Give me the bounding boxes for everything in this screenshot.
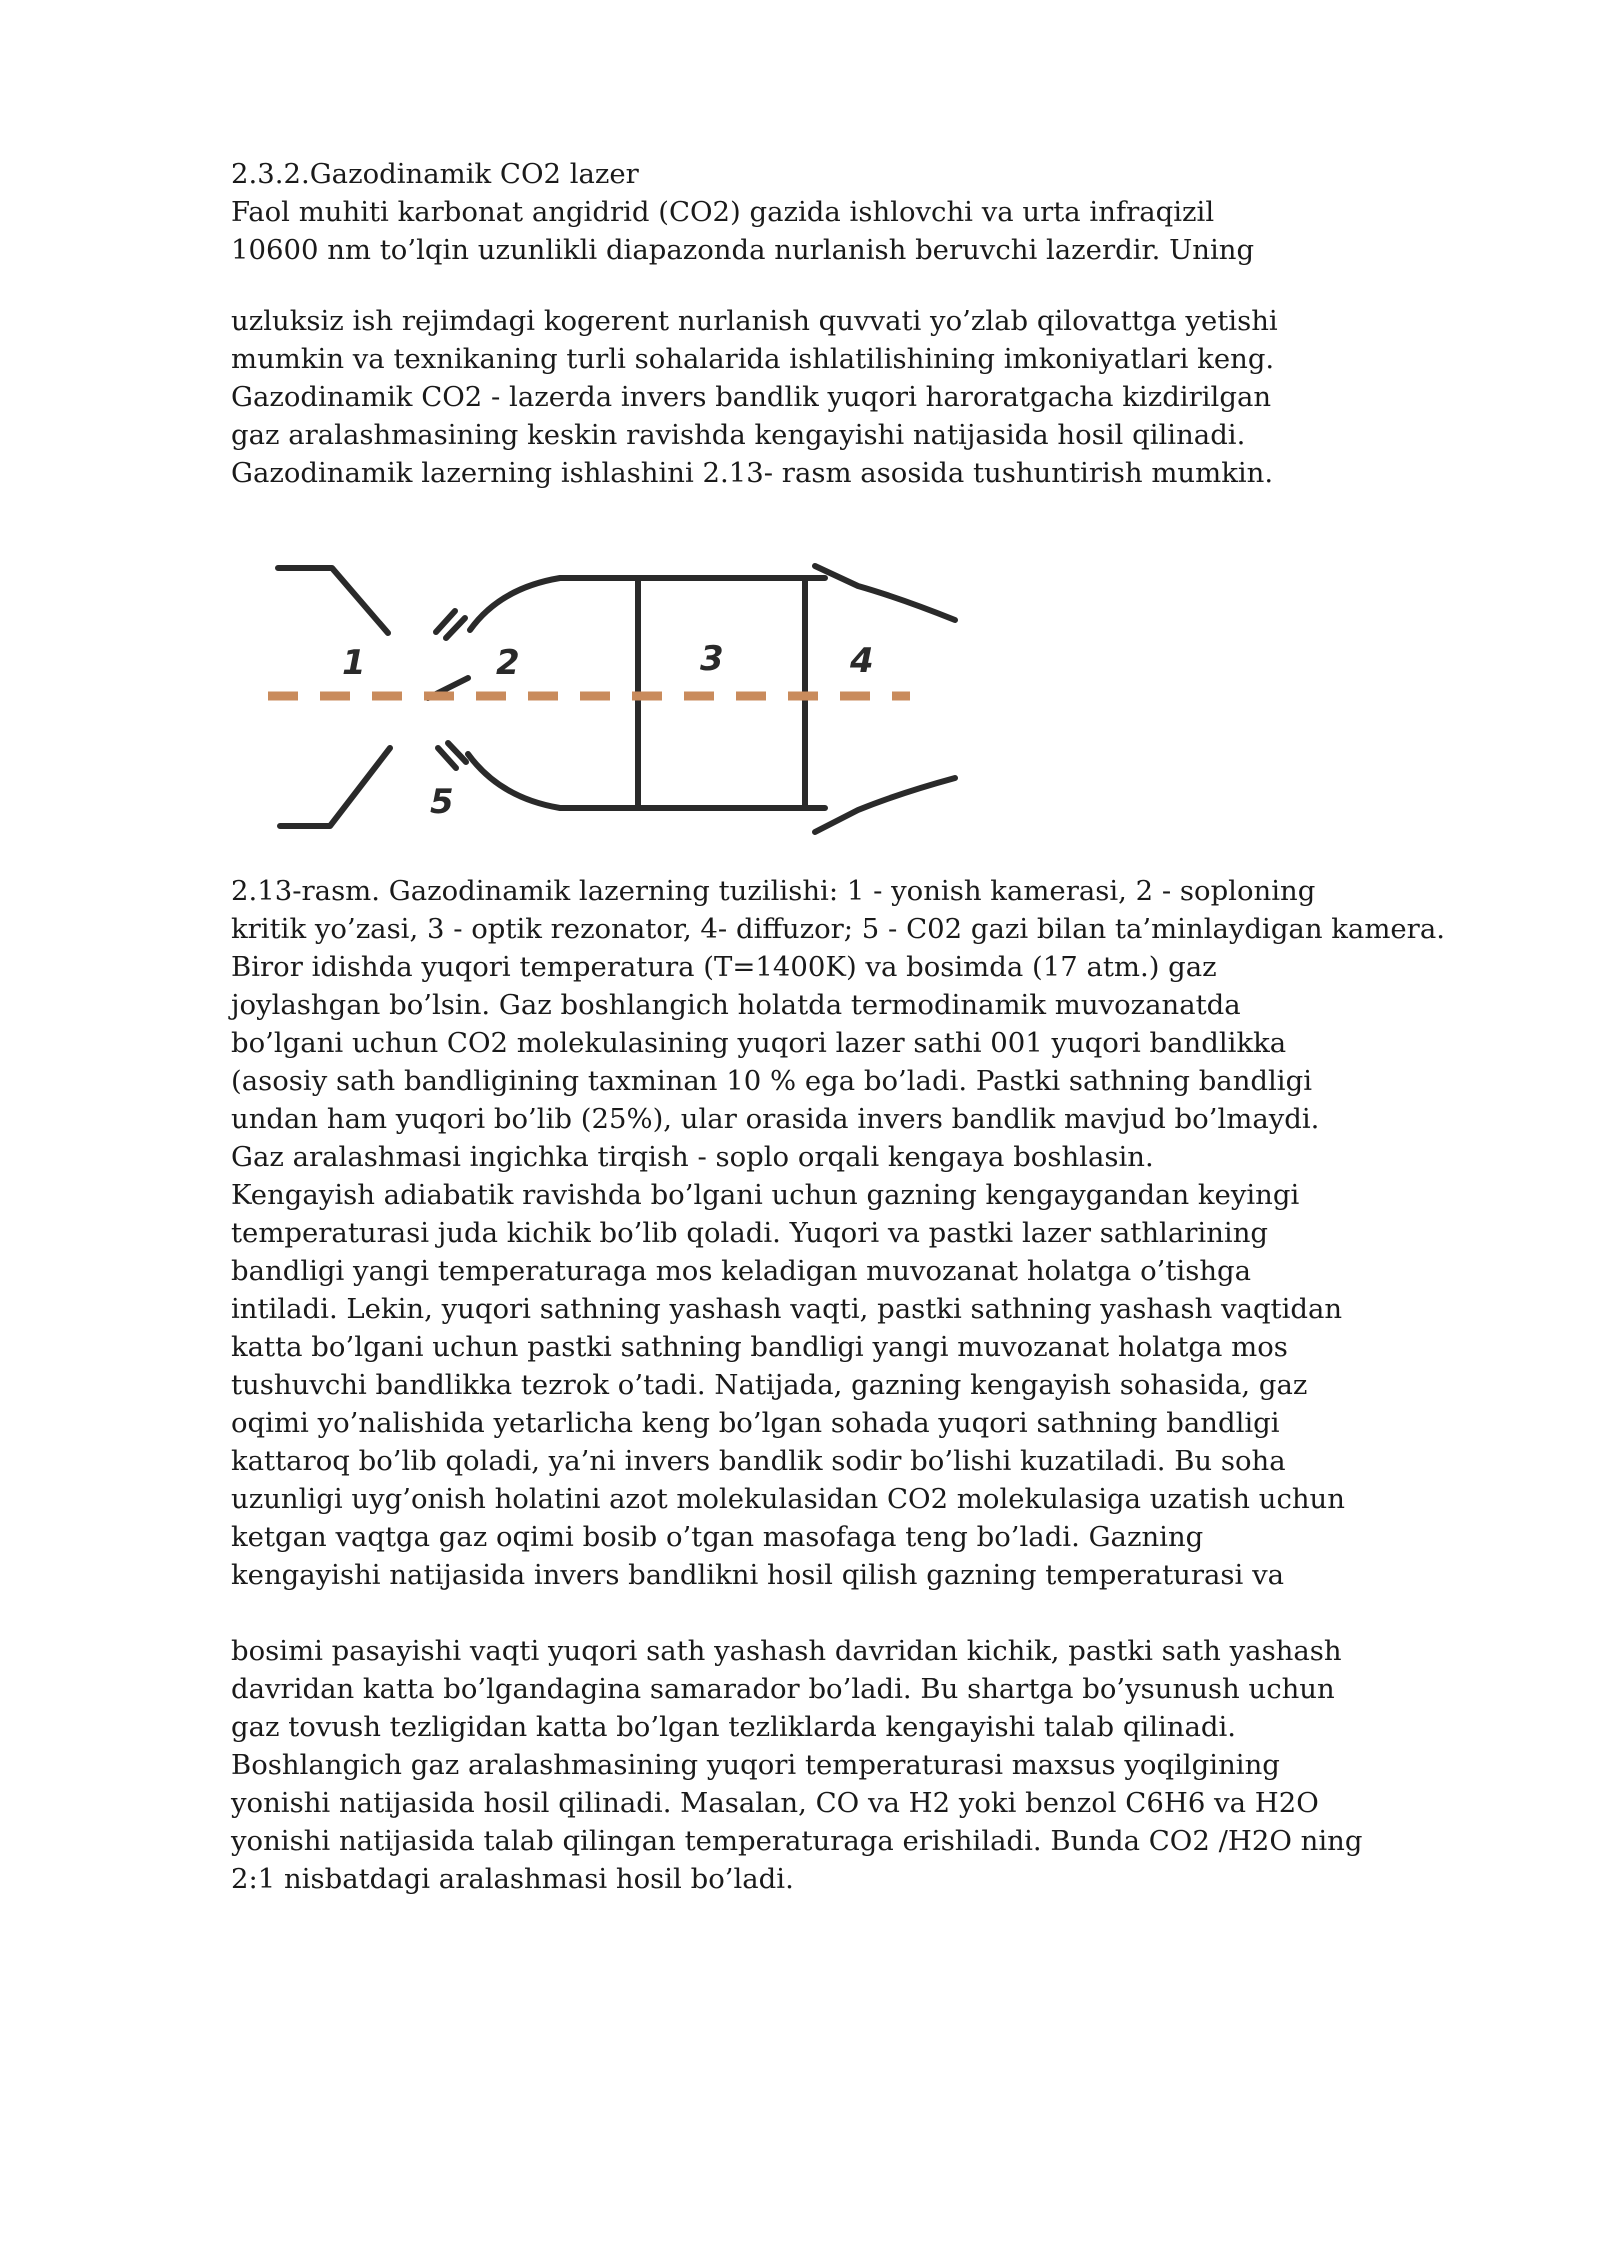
chamber-upper-wall [278,568,388,633]
section-heading: 2.3.2.Gazodinamik CO2 lazer [231,158,639,190]
injector-upper [436,611,465,638]
figure-label-4: 4 [850,641,874,681]
figure-caption-line: kritik yo’zasi, 3 - optik rezonator, 4- diffuzor; 5 - C02 gazi bilan ta’minlaydigan kamera. [231,913,1445,945]
paragraph-line: joylashgan bo’lsin. Gaz boshlangich holatda termodinamik muvozanatda [231,989,1241,1021]
paragraph-line: intiladi. Lekin, yuqori sathning yashash vaqti, pastki sathning yashash vaqtidan [231,1293,1343,1325]
paragraph-line: undan ham yuqori bo’lib (25%), ular orasida invers bandlik mavjud bo’lmaydi. [231,1103,1320,1135]
paragraph-line: 2:1 nisbatdagi aralashmasi hosil bo’ladi. [231,1863,794,1895]
paragraph-line: mumkin va texnikaning turli sohalarida ishlatilishining imkoniyatlari keng. [231,343,1275,375]
paragraph-line: yonishi natijasida hosil qilinadi. Masalan, CO va H2 yoki benzol C6H6 va H2O [231,1787,1319,1819]
injector-lower [438,743,466,768]
paragraph-line: Boshlangich gaz aralashmasining yuqori temperaturasi maxsus yoqilgining [231,1749,1280,1781]
paragraph-line: davridan katta bo’lgandagina samarador bo’ladi. Bu shartga bo’ysunush uchun [231,1673,1335,1705]
figure-label-5: 5 [430,782,454,822]
paragraph-line: kengayishi natijasida invers bandlikni hosil qilish gazning temperaturasi va [231,1559,1285,1591]
paragraph-line: tushuvchi bandlikka tezrok o’tadi. Natijada, gazning kengayish sohasida, gaz [231,1369,1308,1401]
paragraph-line: uzunligi uyg’onish holatini azot molekulasidan CO2 molekulasiga uzatish uchun [231,1483,1345,1515]
diffuser-lower-wall [815,778,955,832]
paragraph-line: gaz tovush tezligidan katta bo’lgan tezliklarda kengayishi talab qilinadi. [231,1711,1237,1743]
laser-schematic-figure [260,548,980,848]
paragraph-line: katta bo’lgani uchun pastki sathning bandligi yangi muvozanat holatga mos [231,1331,1288,1363]
diffuser-upper-wall [815,566,955,620]
paragraph-line: Gazodinamik CO2 - lazerda invers bandlik yuqori haroratgacha kizdirilgan [231,381,1272,413]
figure-label-2: 2 [496,643,520,683]
nozzle-upper-wall [470,578,825,630]
paragraph-line: Kengayish adiabatik ravishda bo’lgani uchun gazning kengaygandan keyingi [231,1179,1300,1211]
paragraph-line: uzluksiz ish rejimdagi kogerent nurlanish quvvati yo’zlab qilovattga yetishi [231,305,1278,337]
paragraph-line: (asosiy sath bandligining taxminan 10 % ega bo’ladi. Pastki sathning bandligi [231,1065,1312,1097]
paragraph-line: Gaz aralashmasi ingichka tirqish - soplo orqali kengaya boshlasin. [231,1141,1154,1173]
paragraph-line: yonishi natijasida talab qilingan temperaturaga erishiladi. Bunda CO2 /H2O ning [231,1825,1363,1857]
figure-caption-line: 2.13-rasm. Gazodinamik lazerning tuzilishi: 1 - yonish kamerasi, 2 - soploning [231,875,1316,907]
paragraph-line: bandligi yangi temperaturaga mos keladigan muvozanat holatga o’tishga [231,1255,1252,1287]
paragraph-line: Faol muhiti karbonat angidrid (CO2) gazida ishlovchi va urta infraqizil [231,196,1215,228]
paragraph-line: gaz aralashmasining keskin ravishda kengayishi natijasida hosil qilinadi. [231,419,1246,451]
paragraph-line: Biror idishda yuqori temperatura (T=1400K) va bosimda (17 atm.) gaz [231,951,1217,983]
paragraph-line: kattaroq bo’lib qoladi, ya’ni invers bandlik sodir bo’lishi kuzatiladi. Bu soha [231,1445,1286,1477]
figure-label-3: 3 [700,639,724,679]
paragraph-line: oqimi yo’nalishida yetarlicha keng bo’lgan sohada yuqori sathning bandligi [231,1407,1280,1439]
chamber-lower-wall [280,748,390,826]
paragraph-line: Gazodinamik lazerning ishlashini 2.13- rasm asosida tushuntirish mumkin. [231,457,1274,489]
paragraph-line: bosimi pasayishi vaqti yuqori sath yashash davridan kichik, pastki sath yashash [231,1635,1342,1667]
paragraph-line: ketgan vaqtga gaz oqimi bosib o’tgan masofaga teng bo’ladi. Gazning [231,1521,1204,1553]
paragraph-line: bo’lgani uchun CO2 molekulasining yuqori lazer sathi 001 yuqori bandlikka [231,1027,1287,1059]
paragraph-line: temperaturasi juda kichik bo’lib qoladi. Yuqori va pastki lazer sathlarining [231,1217,1269,1249]
paragraph-line: 10600 nm to’lqin uzunlikli diapazonda nurlanish beruvchi lazerdir. Uning [231,234,1255,266]
figure-label-1: 1 [342,643,366,683]
nozzle-lower-wall [468,754,825,808]
